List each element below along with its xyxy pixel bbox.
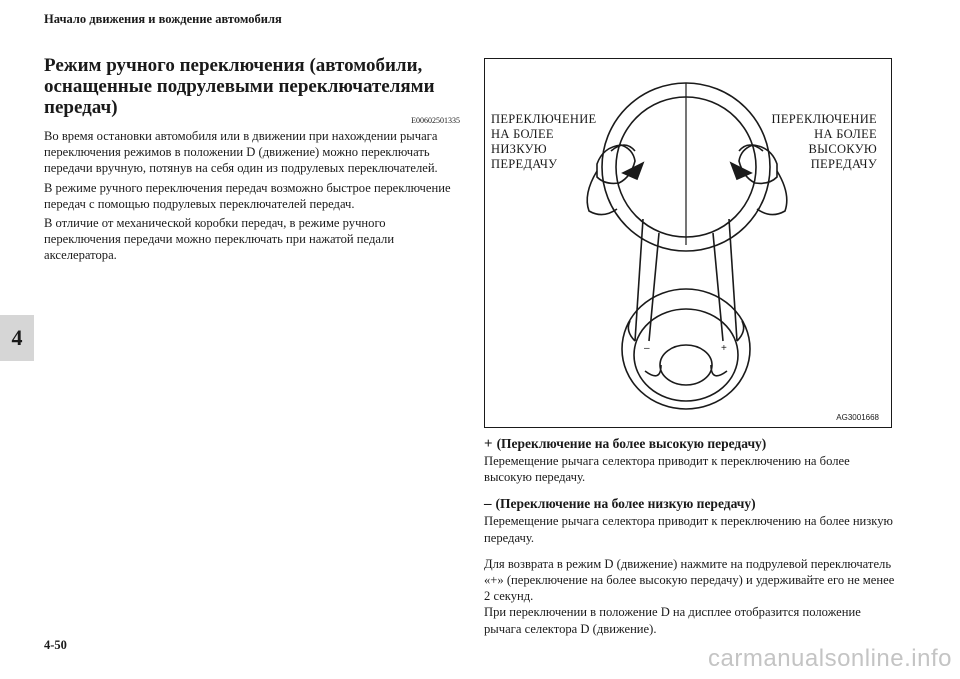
section-title: Режим ручного переключения (автомобили, оснащенные подрулевыми переключателями передач) <box>44 55 435 118</box>
watermark: carmanualsonline.info <box>708 645 952 672</box>
plus-mark: + <box>721 343 727 354</box>
downshift-text: Перемещение рычага селектора приводит к переключению на более низкую передачу. <box>484 514 893 545</box>
plus-symbol: + <box>484 436 493 452</box>
return-note-2: При переключении в положение D на дисплее отобразится положение рычага селектора D (движение). <box>484 605 861 636</box>
section-paragraph-3: В отличие от механической коробки передач, в режиме ручного переключения передачи можно переключать при нажатой педали акселератора. <box>44 216 395 263</box>
page-number: 4-50 <box>44 638 67 652</box>
paddle-shifter-figure <box>484 58 892 428</box>
running-header: Начало движения и вождение автомобиля <box>44 12 282 26</box>
return-note-1: Для возврата в режим D (движение) нажмите на подрулевой переключатель «+» (переключение на более высокую передачу) и удерживайте его не менее 2 секунд. <box>484 556 895 604</box>
downshift-title: – (Переключение на более низкую передачу) <box>484 496 756 513</box>
chapter-tab: 4 <box>0 315 34 361</box>
upshift-text: Перемещение рычага селектора приводит к переключению на более высокую передачу. <box>484 454 850 485</box>
minus-symbol: – <box>484 496 492 513</box>
right-column <box>484 435 896 647</box>
label-upshift: ПЕРЕКЛЮЧЕНИЕ НА БОЛЕЕ ВЫСОКУЮ ПЕРЕДАЧУ <box>771 112 877 171</box>
upshift-title: + (Переключение на более высокую передачу) <box>484 436 767 452</box>
section-paragraph-1: Во время остановки автомобиля или в движении при нахождении рычага переключения режимов в положении D (движение) можно переключать передачи вручную, потянув на себя один из подрулевых переключателей. <box>44 129 438 176</box>
section-code: E00602501335 <box>411 116 460 125</box>
minus-mark: – <box>644 343 650 354</box>
section-paragraph-2: В режиме ручного переключения передач возможно быстрое переключение передач с помощью подрулевых переключателей передач. <box>44 180 451 211</box>
label-downshift: ПЕРЕКЛЮЧЕНИЕ НА БОЛЕЕ НИЗКУЮ ПЕРЕДАЧУ <box>491 112 597 171</box>
figure-code: AG3001668 <box>836 413 879 422</box>
left-column <box>44 55 460 264</box>
